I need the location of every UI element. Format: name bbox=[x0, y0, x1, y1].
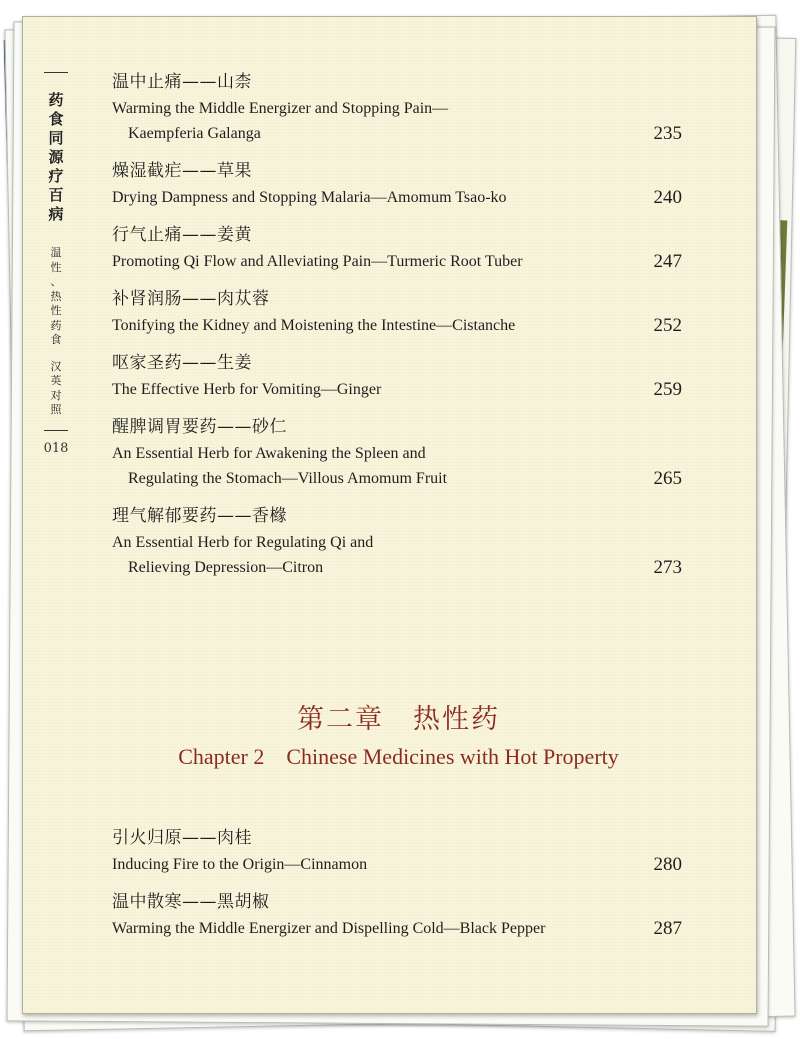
toc-entry[interactable] bbox=[112, 68, 682, 146]
chapter-title-zh: 第二章 热性药 bbox=[297, 704, 500, 735]
title-char: 疗 bbox=[48, 167, 64, 185]
subtitle-vertical bbox=[38, 246, 74, 418]
entry-title-en-line2: Relieving Depression—Citron bbox=[128, 559, 324, 576]
subtitle-char: 照 bbox=[50, 403, 62, 416]
toc-list-chapter-1 bbox=[112, 68, 682, 591]
entry-title-en-line1: An Essential Herb for Awakening the Spleen and bbox=[112, 445, 426, 462]
entry-title-en-line2: Kaempferia Galanga bbox=[128, 125, 261, 142]
title-char: 病 bbox=[48, 205, 64, 223]
entry-title-zh: 引火归原——肉桂 bbox=[112, 828, 252, 848]
entry-title-zh: 理气解郁要药——香橼 bbox=[112, 506, 287, 526]
entry-title-en: Tonifying the Kidney and Moistening the Intestine—Cistanche bbox=[112, 317, 516, 334]
subtitle-char: 、 bbox=[50, 275, 62, 288]
entry-title-en bbox=[112, 530, 682, 580]
title-char: 百 bbox=[48, 186, 64, 204]
subtitle-char: 性 bbox=[50, 304, 62, 317]
entry-page-number: 259 bbox=[653, 379, 682, 400]
subtitle-char: 药 bbox=[50, 318, 62, 332]
title-char: 食 bbox=[48, 110, 64, 128]
subtitle-char: 食 bbox=[50, 333, 62, 346]
entry-title-en-line2: Regulating the Stomach—Villous Amomum Fruit bbox=[128, 470, 448, 487]
toc-entry[interactable] bbox=[112, 824, 682, 877]
entry-title-en: Promoting Qi Flow and Alleviating Pain—Turmeric Root Tuber bbox=[112, 253, 523, 270]
entry-title-zh: 温中止痛——山柰 bbox=[112, 72, 252, 92]
entry-page-number: 252 bbox=[653, 315, 682, 336]
entry-title-en: Drying Dampness and Stopping Malaria—Amomum Tsao-ko bbox=[112, 189, 507, 206]
toc-entry[interactable] bbox=[112, 413, 682, 491]
entry-page-number: 240 bbox=[653, 187, 682, 208]
title-char: 同 bbox=[48, 129, 64, 147]
toc-entry[interactable] bbox=[112, 221, 682, 274]
entry-title-en-line1: An Essential Herb for Regulating Qi and bbox=[112, 534, 374, 551]
entry-title-en: Warming the Middle Energizer and Dispelling Cold—Black Pepper bbox=[112, 920, 546, 937]
toc-entry[interactable] bbox=[112, 285, 682, 338]
entry-page-number: 235 bbox=[653, 123, 682, 144]
chapter-title-en: Chapter 2 Chinese Medicines with Hot Property bbox=[178, 744, 619, 769]
book-title-vertical bbox=[38, 91, 74, 224]
subtitle-char: 温 bbox=[50, 246, 62, 259]
entry-title-zh: 呕家圣药——生姜 bbox=[112, 353, 252, 373]
title-char: 药 bbox=[48, 91, 64, 109]
entry-page-number: 265 bbox=[653, 468, 682, 489]
entry-title-en: Inducing Fire to the Origin—Cinnamon bbox=[112, 856, 368, 873]
entry-title-en-line1: Warming the Middle Energizer and Stopping Pain— bbox=[112, 100, 449, 117]
entry-page-number: 280 bbox=[653, 854, 682, 875]
toc-entry[interactable] bbox=[112, 157, 682, 210]
entry-title-zh: 行气止痛——姜黄 bbox=[112, 225, 252, 245]
entry-page-number: 287 bbox=[653, 918, 682, 939]
subtitle-char: 对 bbox=[50, 388, 62, 402]
entry-title-zh: 温中散寒——黑胡椒 bbox=[112, 892, 270, 912]
entry-title-en bbox=[112, 441, 682, 491]
entry-title-zh: 醒脾调胃要药——砂仁 bbox=[112, 417, 287, 437]
entry-page-number: 273 bbox=[653, 557, 682, 578]
toc-entry[interactable] bbox=[112, 888, 682, 941]
bottom-rule bbox=[44, 430, 68, 431]
subtitle-char: 性 bbox=[50, 260, 62, 274]
toc-list-chapter-2 bbox=[112, 824, 682, 952]
running-head bbox=[38, 72, 74, 456]
top-rule bbox=[44, 72, 68, 73]
page-number: 018 bbox=[43, 440, 69, 456]
entry-title-en: The Effective Herb for Vomiting—Ginger bbox=[112, 381, 382, 398]
subtitle-char: 汉 bbox=[50, 359, 62, 373]
subtitle-char: 英 bbox=[50, 374, 62, 387]
entry-page-number: 247 bbox=[653, 251, 682, 272]
toc-entry[interactable] bbox=[112, 502, 682, 580]
entry-title-en bbox=[112, 96, 682, 146]
entry-title-zh: 燥湿截疟——草果 bbox=[112, 161, 252, 181]
subtitle-gap bbox=[38, 348, 74, 360]
entry-title-zh: 补肾润肠——肉苁蓉 bbox=[112, 289, 270, 309]
title-char: 源 bbox=[48, 148, 64, 166]
chapter-heading bbox=[22, 700, 755, 772]
toc-entry[interactable] bbox=[112, 349, 682, 402]
subtitle-char: 热 bbox=[50, 289, 62, 303]
